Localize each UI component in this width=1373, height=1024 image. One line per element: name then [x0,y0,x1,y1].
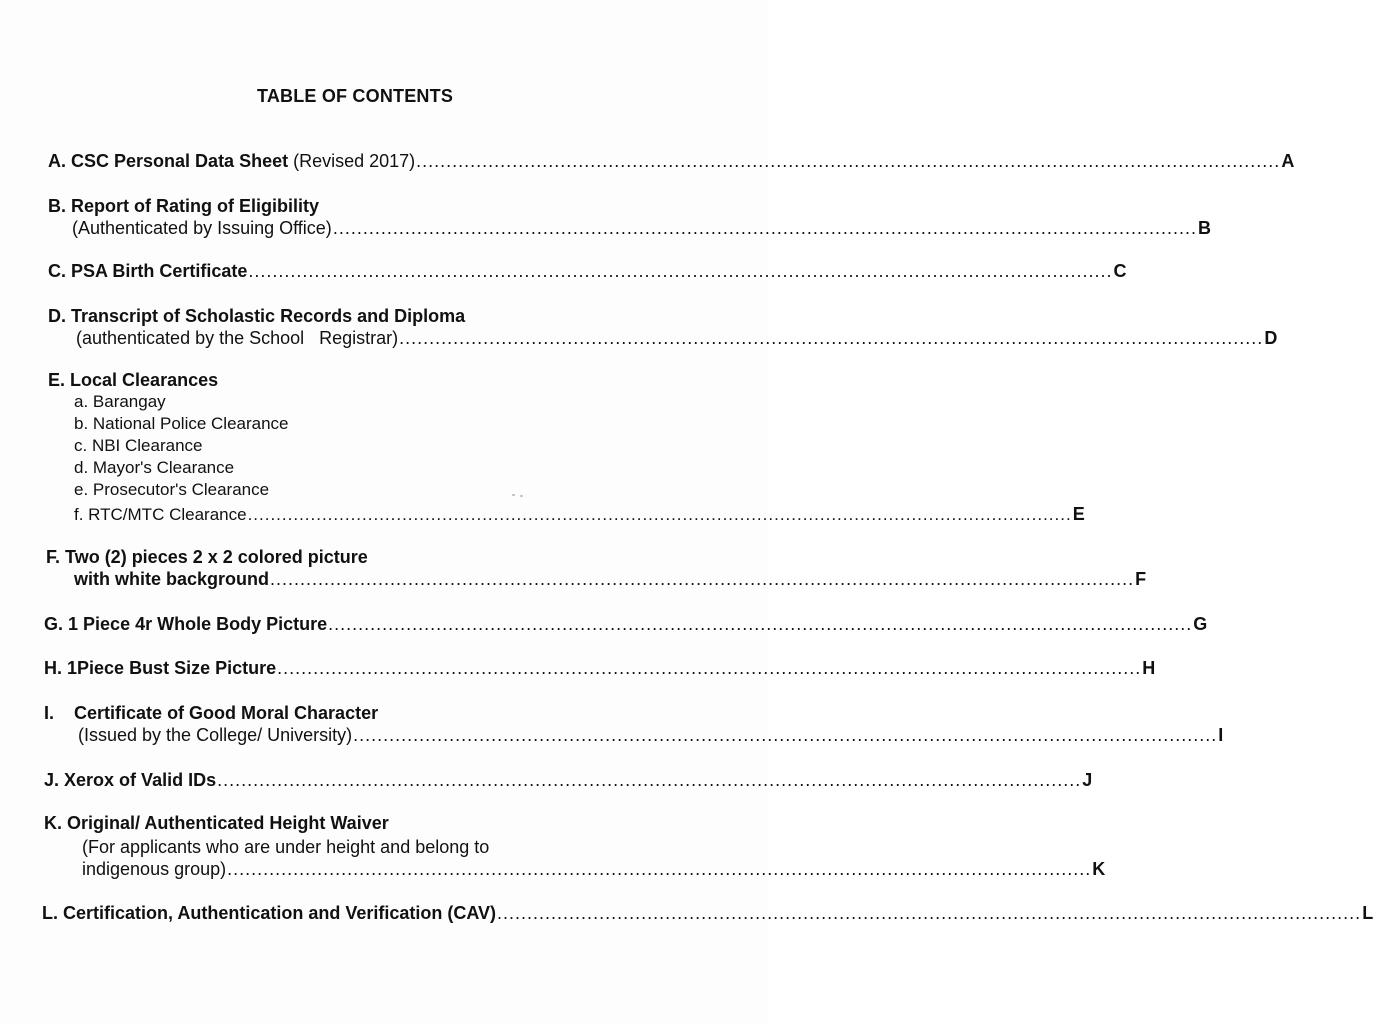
leader-dots: ................................................................................................................................................ [270,569,1135,589]
leader-dots: ................................................................................................................................................ [399,328,1264,348]
entry-page-ref: I [1218,725,1224,745]
sub-item: b. National Police Clearance [74,414,289,433]
toc-entry-i-sub [78,724,1224,746]
toc-entry-f-title [46,546,368,568]
toc-entry-c [48,260,1127,282]
sub-item: c. NBI Clearance [74,436,203,455]
entry-page-ref: F [1135,569,1147,589]
entry-letter: D. [48,306,66,326]
leader-dots: ................................................................................................................................................ [353,725,1218,745]
entry-letter: G. [44,614,64,634]
entry-title: 1 Piece 4r Whole Body Picture [68,614,328,634]
entry-letter: J. [44,770,60,790]
entry-title: Local Clearances [70,370,219,390]
entry-page-ref: J [1082,770,1093,790]
entry-letter: A. [48,151,66,171]
toc-entry-d-title [48,305,465,327]
entry-title: Original/ Authenticated Height Waiver [67,813,389,833]
entry-letter: L. [42,903,58,923]
toc-entry-e-title [48,369,218,391]
leader-dots: ................................................................................................................................................ [416,151,1281,171]
entry-subtitle: with white background [74,569,270,589]
leader-dots: ................................................................................................................................................ [247,505,1072,524]
toc-entry-b-title [48,195,319,217]
toc-entry-b-sub [72,217,1211,239]
entry-title: Report of Rating of Eligibility [71,196,319,216]
entry-letter: E. [48,370,66,390]
leader-dots: ................................................................................................................................................ [227,859,1092,879]
toc-entry-l [42,902,1373,924]
entry-subtitle-cont: indigenous group) [82,859,227,879]
toc-entry-k-title [44,812,389,834]
entry-letter: B. [48,196,66,216]
entry-title: 1Piece Bust Size Picture [67,658,277,678]
entry-letter: C. [48,261,66,281]
entry-page-ref: K [1092,859,1106,879]
entry-page-ref: E [1072,504,1085,524]
entry-subtitle: (Issued by the College/ University) [78,725,353,745]
entry-letter: K. [44,813,62,833]
entry-page-ref: H [1142,658,1156,678]
toc-entry-h [44,657,1156,679]
entry-title: Two (2) pieces 2 x 2 colored picture [65,547,368,567]
entry-subtitle: (Authenticated by Issuing Office) [72,218,332,238]
entry-letter: I. [44,703,55,723]
toc-entry-f-sub [74,568,1147,590]
entry-letter: H. [44,658,62,678]
entry-title: Certification, Authentication and Verification (CAV) [63,903,497,923]
entry-title-suffix: (Revised 2017) [293,151,416,171]
leader-dots: ................................................................................................................................................ [217,770,1082,790]
entry-title: Certificate of Good Moral Character [74,703,379,723]
entry-page-ref: G [1193,614,1208,634]
toc-entry-j [44,769,1093,791]
entry-page-ref: D [1264,328,1278,348]
toc-entry-a [48,150,1295,172]
leader-dots: ................................................................................................................................................ [328,614,1193,634]
toc-entry-e-last [74,503,1085,526]
toc-entry-i-title [44,702,378,724]
toc-entry-g [44,613,1208,635]
leader-dots: ................................................................................................................................................ [248,261,1113,281]
entry-title: Xerox of Valid IDs [64,770,217,790]
entry-subtitle: (authenticated by the School Registrar) [76,328,399,348]
scan-speck [520,495,523,497]
entry-page-ref: L [1362,903,1373,923]
page-title: TABLE OF CONTENTS [256,86,454,106]
leader-dots: ................................................................................................................................................ [277,658,1142,678]
entry-page-ref: A [1281,151,1295,171]
sub-item: e. Prosecutor's Clearance [74,480,270,499]
entry-letter: F. [46,547,61,567]
sub-item: f. RTC/MTC Clearance [74,505,247,524]
entry-subtitle: (For applicants who are under height and belong to [82,837,490,857]
scan-speck [512,494,515,496]
entry-page-ref: B [1197,218,1211,238]
entry-title: Transcript of Scholastic Records and Diploma [71,306,466,326]
toc-entry-d-sub [76,327,1278,349]
leader-dots: ................................................................................................................................................ [332,218,1197,238]
entry-title: PSA Birth Certificate [71,261,248,281]
toc-entry-k-sub [82,858,1106,880]
leader-dots: ................................................................................................................................................ [497,903,1362,923]
entry-title: CSC Personal Data Sheet [71,151,289,171]
sub-item: d. Mayor's Clearance [74,458,235,477]
sub-item: a. Barangay [74,392,166,411]
entry-page-ref: C [1113,261,1127,281]
